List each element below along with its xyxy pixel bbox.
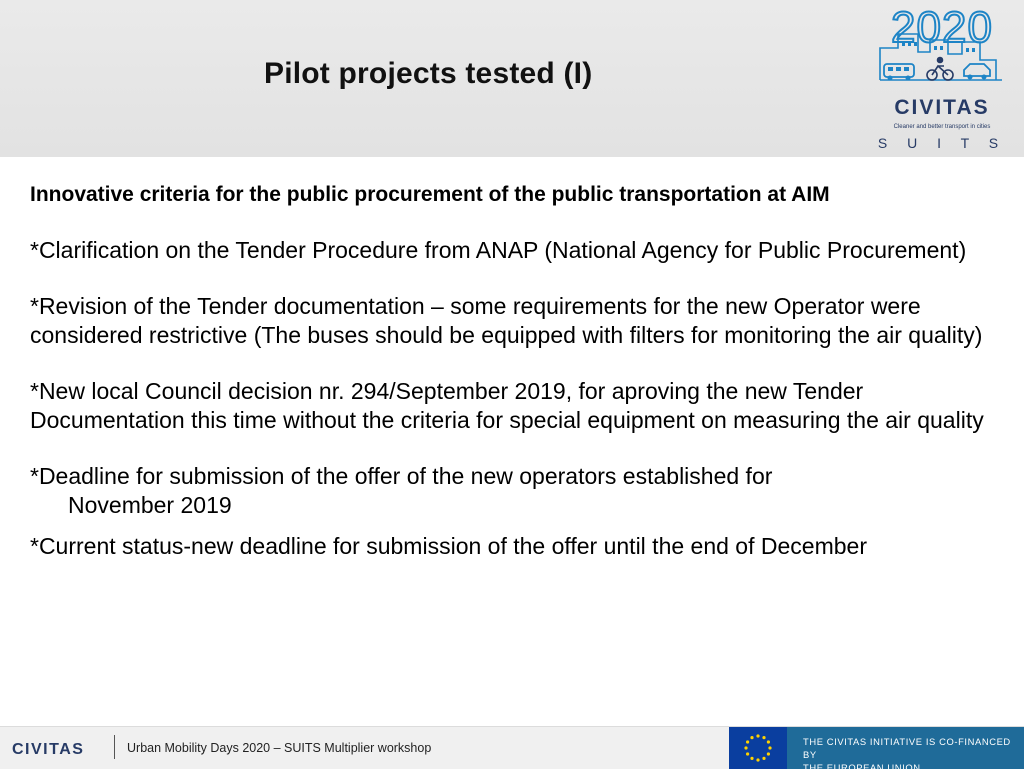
footer-brand-text: CIVITAS	[12, 741, 85, 757]
eu-flag-icon	[729, 727, 787, 769]
eu-text-line2: THE EUROPEAN UNION	[803, 762, 921, 773]
bullet-revision: *Revision of the Tender documentation – some requirements for the new Operator were considered restrictive (The buses should be equipped with filters for monitoring the air quality)	[30, 293, 983, 348]
bullet-deadline-text: *Deadline for submission of the offer of the new operators established for	[30, 463, 773, 489]
bullet-deadline	[30, 462, 990, 520]
logo-year: 2020	[891, 4, 993, 52]
bus-icon	[884, 64, 914, 81]
car-icon	[964, 64, 990, 80]
slide-title: Pilot projects tested (I)	[264, 57, 593, 90]
eu-cofinance-text	[803, 735, 1024, 774]
footer-event-text: Urban Mobility Days 2020 – SUITS Multiplier workshop	[127, 741, 432, 755]
slide-header	[0, 0, 1024, 157]
logo-civitas-text: CIVITAS	[894, 96, 990, 119]
slide-body	[30, 180, 990, 588]
slide-subtitle: Innovative criteria for the public procurement of the public transportation at AIM	[30, 183, 830, 206]
footer-civitas-logo	[12, 739, 104, 757]
logo-tagline: Cleaner and better transport in cities	[893, 124, 991, 130]
eu-stars-icon	[729, 727, 787, 769]
bullet-clarification: *Clarification on the Tender Procedure from ANAP (National Agency for Public Procurement)	[30, 237, 967, 263]
eu-text-line1: THE CIVITAS INITIATIVE IS CO-FINANCED BY	[803, 736, 1011, 760]
bullet-deadline-date: November 2019	[68, 492, 232, 518]
eu-cofinance-banner	[729, 727, 1024, 773]
bicycle-icon	[927, 58, 953, 81]
civitas-2020-logo	[872, 4, 1012, 154]
bullet-council-decision: *New local Council decision nr. 294/September 2019, for aproving the new Tender Documentation this time without the criteria for special equipment on measuring the air quality	[30, 378, 984, 433]
slide-footer	[0, 726, 1024, 773]
bullet-current-status: *Current status-new deadline for submission of the offer until the end of December	[30, 533, 867, 559]
logo-suits: S U I T S	[877, 135, 1007, 151]
footer-separator	[114, 735, 115, 759]
